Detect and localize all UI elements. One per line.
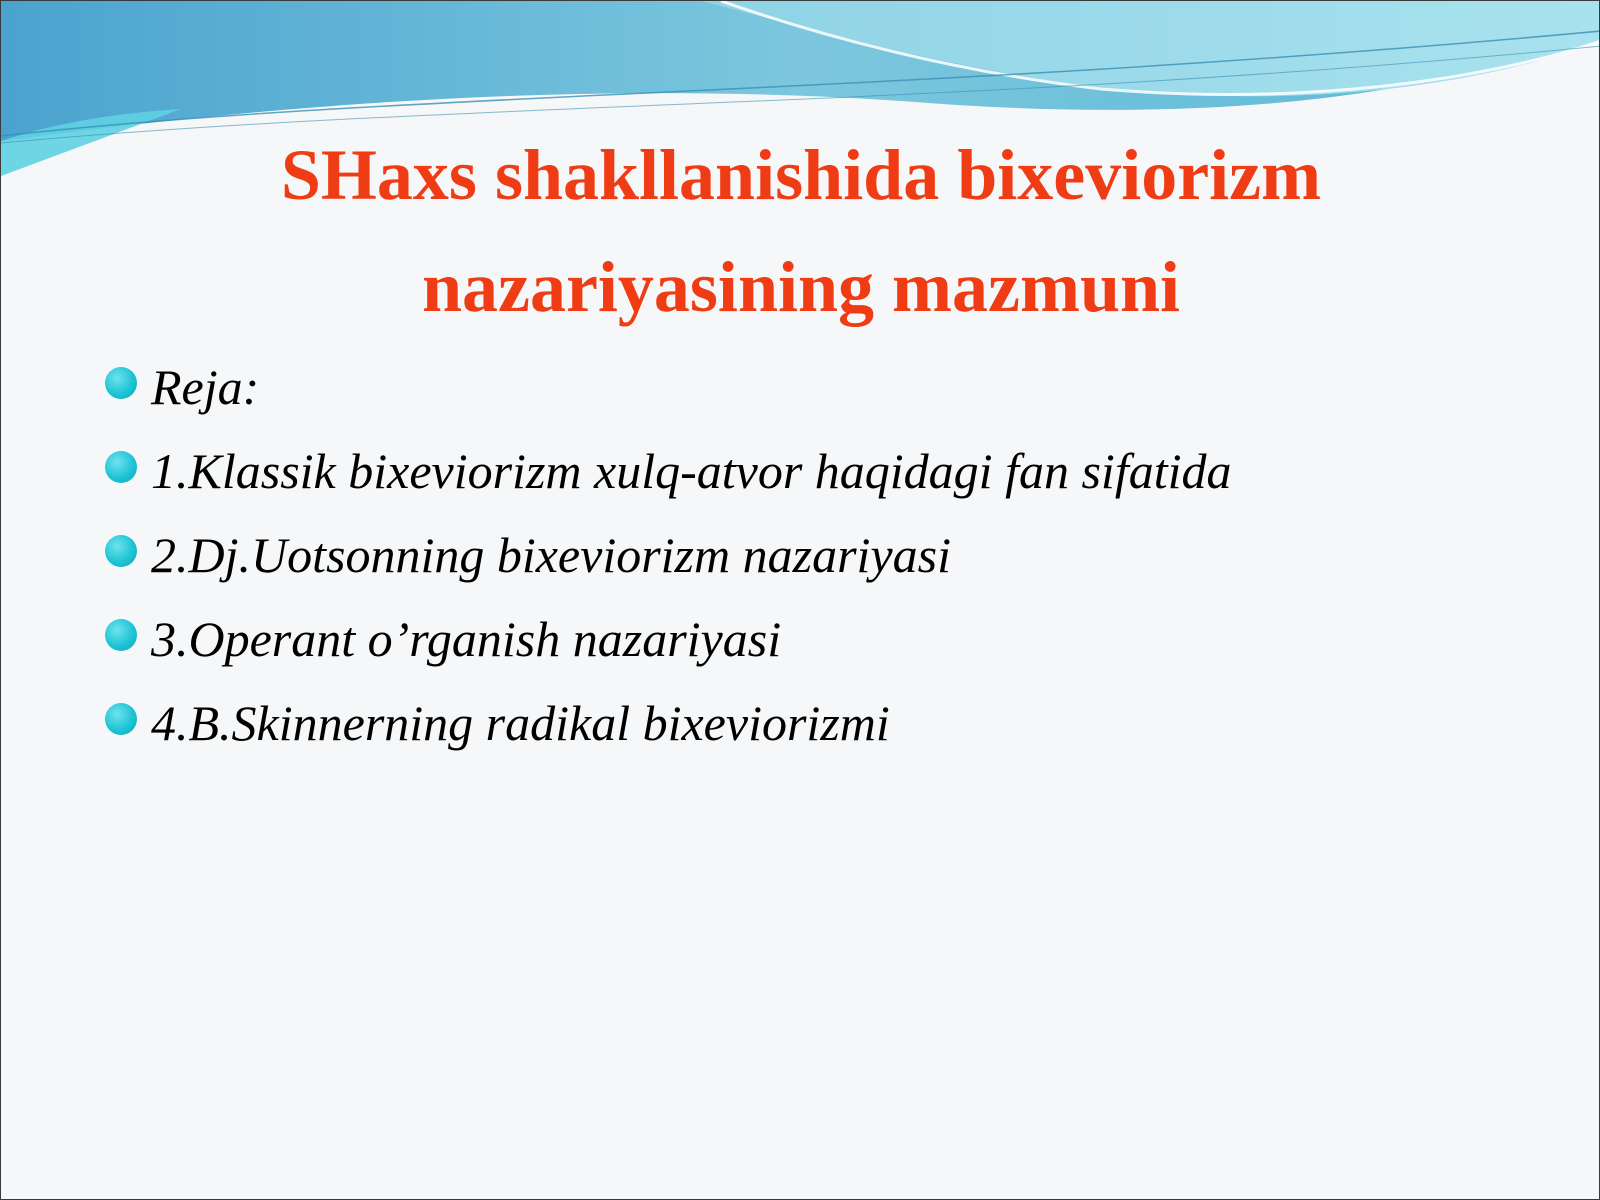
bullet-dot-icon bbox=[105, 535, 137, 567]
bullet-dot-icon bbox=[105, 451, 137, 483]
slide-title bbox=[1, 119, 1600, 343]
bullet-dot-icon bbox=[105, 367, 137, 399]
bullet-text: 1.Klassik bixeviorizm xulq-atvor haqidagi fan sifatida bbox=[151, 443, 1232, 499]
bullet-text: Reja: bbox=[151, 359, 260, 415]
bullet-item-2 bbox=[101, 513, 1561, 597]
bullet-text: 4.B.Skinnerning radikal bixeviorizmi bbox=[151, 695, 890, 751]
bullet-list bbox=[101, 345, 1561, 765]
bullet-dot-icon bbox=[105, 619, 137, 651]
slide-title-line-2: nazariyasining mazmuni bbox=[421, 247, 1181, 327]
bullet-item-3 bbox=[101, 597, 1561, 681]
bullet-item-reja bbox=[101, 345, 1561, 429]
bullet-text: 2.Dj.Uotsonning bixeviorizm nazariyasi bbox=[151, 527, 951, 583]
bullet-text: 3.Operant o’rganish nazariyasi bbox=[151, 611, 782, 667]
bullet-item-4 bbox=[101, 681, 1561, 765]
bullet-item-1 bbox=[101, 429, 1561, 513]
slide-title-line-1: SHaxs shakllanishida bixeviorizm bbox=[280, 135, 1322, 215]
bullet-dot-icon bbox=[105, 703, 137, 735]
